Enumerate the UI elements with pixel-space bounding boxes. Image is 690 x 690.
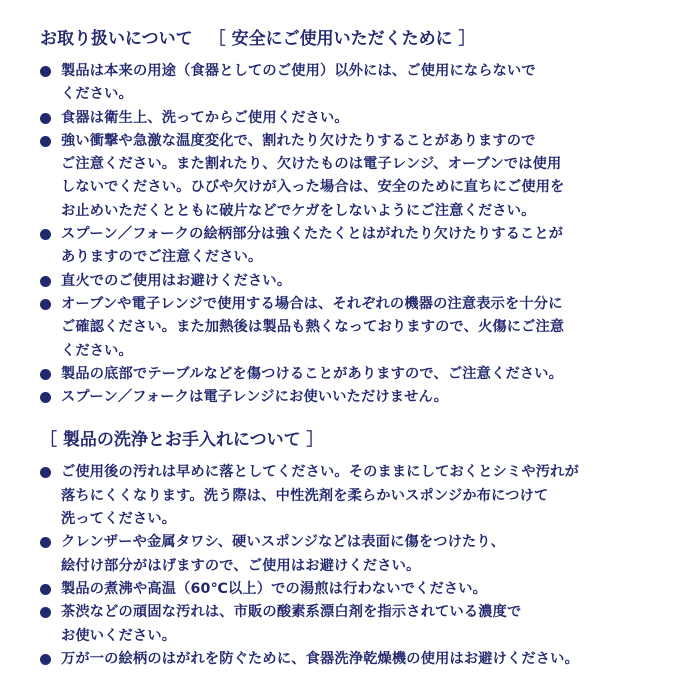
list-item-line: 洗ってください。 (61, 511, 177, 528)
bullet-icon (40, 467, 51, 478)
list-item-line: ください。 (61, 342, 133, 359)
list-item-line: お使いください。 (61, 627, 177, 644)
list-item-line: ご使用後の汚れは早めに落としてください。そのままにしておくとシミや汚れが (61, 464, 579, 481)
list-item-line: 絵付け部分がはげますので、ご使用はお避けください。 (61, 557, 421, 574)
list-item (40, 578, 660, 601)
handling-section-title (40, 28, 660, 50)
list-item-line: クレンザーや金属タワシ、硬いスポンジなどは表面に傷をつけたり、 (61, 534, 506, 551)
list-item-line: オーブンや電子レンジで使用する場合は、それぞれの機器の注意表示を十分に (61, 295, 563, 312)
list-item (40, 648, 660, 671)
list-item-line: ご確認ください。また加熱後は製品も熱くなっておりますので、火傷にご注意 (61, 319, 565, 336)
list-item-line: しないでください。ひびや欠けが入った場合は、安全のために直ちにご使用を (61, 179, 565, 196)
list-item-line: 食器は衛生上、洗ってからご使用ください。 (61, 109, 349, 126)
bullet-icon (40, 276, 51, 287)
list-item-line: スプーン／フォークは電子レンジにお使いいただけません。 (61, 389, 449, 406)
list-item (40, 130, 660, 223)
list-item (40, 531, 660, 578)
bullet-icon (40, 537, 51, 548)
list-item-line: 万が一の絵柄のはがれを防ぐために、食器洗浄乾燥機の使用はお避けください。 (61, 650, 579, 667)
list-item (40, 386, 660, 409)
bullet-icon (40, 392, 51, 403)
washing-section-title: ［ 製品の洗浄とお手入れについて ］ (40, 430, 324, 451)
bullet-icon (40, 136, 51, 147)
bullet-icon (40, 113, 51, 124)
list-item (40, 461, 660, 531)
list-item-line: スプーン／フォークの絵柄部分は強くたたくとはがれたり欠けたりすることが (61, 226, 564, 243)
list-item (40, 223, 660, 270)
bullet-icon (40, 369, 51, 380)
list-item-line: ご注意ください。また割れたり、欠けたものは電子レンジ、オーブンでは使用 (61, 156, 562, 173)
list-item-line: 製品の底部でテーブルなどを傷つけることがありますので、ご注意ください。 (61, 365, 564, 382)
list-item-line: お止めいただくとともに破片などでケガをしないようにご注意ください。 (61, 202, 536, 219)
list-item-line: 落ちにくくなります。洗う際は、中性洗剤を柔らかいスポンジか布につけて (61, 487, 549, 504)
list-item-line: 茶渋などの頑固な汚れは、市販の酸素系漂白剤を指示されている濃度で (61, 604, 522, 621)
list-item (40, 60, 660, 107)
list-item (40, 107, 660, 130)
washing-list (40, 461, 660, 671)
list-item-line: 強い衝撃や急激な温度変化で、割れたり欠けたりすることがありますので (61, 132, 536, 149)
list-item-line: 直火でのご使用はお避けください。 (61, 272, 292, 289)
list-item (40, 293, 660, 363)
list-item-line: 製品は本来の用途（食器としてのご使用）以外には、ご使用にならないで (61, 63, 536, 79)
list-item-line: ください。 (61, 86, 133, 103)
bullet-icon (40, 299, 51, 310)
list-item (40, 363, 660, 386)
handling-title: お取り扱いについて (40, 29, 193, 49)
handling-list (40, 60, 660, 409)
bullet-icon (40, 654, 51, 665)
bullet-icon (40, 584, 51, 595)
list-item-line: 製品の煮沸や高温（60℃以上）での湯煎は行わないでください。 (61, 580, 487, 597)
bullet-icon (40, 229, 51, 240)
handling-subtitle: ［ 安全にご使用いただくために ］ (208, 29, 476, 49)
list-item-line: ありますのでご注意ください。 (61, 249, 263, 266)
list-item (40, 270, 660, 293)
bullet-icon (40, 607, 51, 618)
list-item (40, 601, 660, 648)
bullet-icon (40, 66, 51, 77)
